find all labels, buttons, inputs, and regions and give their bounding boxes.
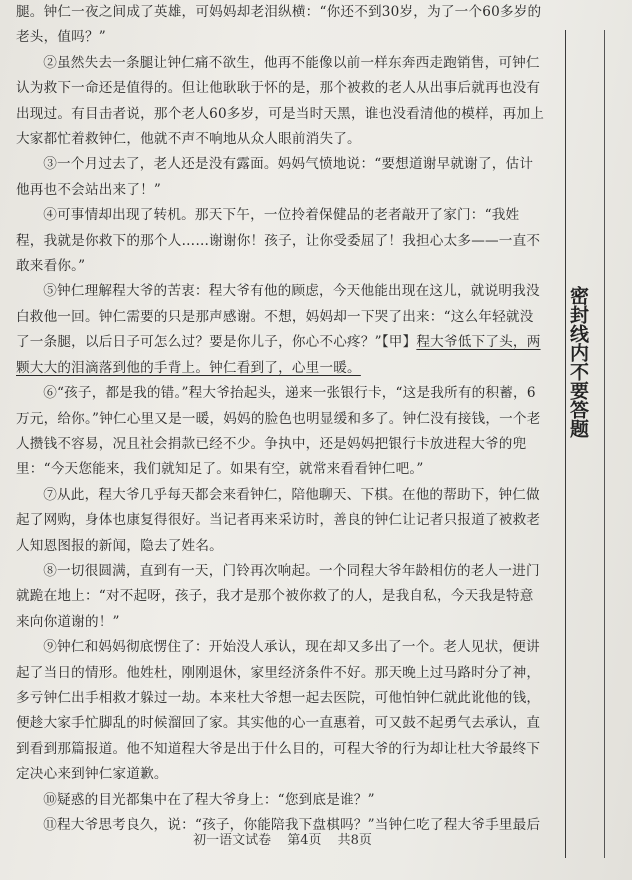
paragraph-8: ⑧一切很圆满，直到有一天，门铃再次响起。一个同程大爷年龄相仿的老人一进门就跪在地上：“对不起呀，孩子，我才是那个被你救了的人，是我自私，今天我是特意来向你道谢的！” xyxy=(16,562,540,630)
seal-line-outer xyxy=(604,30,605,858)
seal-line-notice: 密封线内不要答题 xyxy=(567,286,589,438)
paragraph-10: ⑩疑惑的目光都集中在了程大爷身上：“您到底是谁？” xyxy=(43,791,375,808)
seal-line xyxy=(565,30,566,858)
paragraph-5 xyxy=(16,279,546,381)
exam-name: 初一语文试卷 xyxy=(193,833,272,848)
paragraph-3: ③一个月过去了，老人还是没有露面。妈妈气愤地说：“要想道谢早就谢了，估计他再也不会站出来了！” xyxy=(16,156,534,198)
paragraph-2: ②虽然失去一条腿让钟仁痛不欲生，他再不能像以前一样东奔西走跑销售，可钟仁认为救下一命还是值得的。但让他耿耿于怀的是，那个被救的老人从出事后就再也没有出现过。有目击者说，那个老人60多岁，可是当时天黑，谁也没看清他的模样，再加上大家都忙着救钟仁，他就不声不响地从众人眼前消失了。 xyxy=(16,54,545,148)
page-total: 共8页 xyxy=(337,833,372,848)
paragraph-7: ⑦从此，程大爷几乎每天都会来看钟仁，陪他聊天、下棋。在他的帮助下，钟仁做起了网购，身体也康复得很好。当记者再来采访时，善良的钟仁让记者只报道了被救老人知恩图报的新闻，隐去了姓名。 xyxy=(16,486,541,554)
paragraph-11: ⑪程大爷思考良久，说：“孩子，你能陪我下盘棋吗？”当钟仁吃了程大爷手里最后 xyxy=(43,817,541,833)
paragraph-intro: 腿。钟仁一夜之间成了英雄，可妈妈却老泪纵横：“你还不到30岁，为了一个60多岁的老头，值吗？” xyxy=(16,4,542,46)
paragraph-5-text: ⑤钟仁理解程大爷的苦衷：程大爷有他的顾虑，今天他能出现在这儿，就说明我没白救他一回。钟仁需要的只是那声感谢。不想，妈妈却一下哭了出来：“这么年轻就没了一条腿，以后日子可怎么过？要是你儿子，你心不心疼？”【甲】 xyxy=(16,283,540,351)
underlined-sentence-jia: 程大爷低下了头，两颗大大的泪滴落到他的手背上。钟仁看到了，心里一暖。 xyxy=(16,334,541,376)
paragraph-6: ⑥“孩子，都是我的错。”程大爷抬起头，递来一张银行卡，“这是我所有的积蓄，6万元，给你。”钟仁心里又是一暖，妈妈的脸色也明显缓和多了。钟仁没有接钱，一个老人攒钱不容易，况且社会捐款已经不少。争执中，还是妈妈把银行卡放进程大爷的兜里：“今天您能来，我们就知足了。如果有空，就常来看看钟仁吧。” xyxy=(16,385,541,478)
page-footer xyxy=(0,829,565,848)
reading-passage xyxy=(16,0,546,838)
paragraph-4: ④可事情却出现了转机。那天下午，一位拎着保健品的老者敲开了家门：“我姓程，我就是你救下的那个人……谢谢你！孩子，让你受委屈了！我担心太多——一直不敢来看你。” xyxy=(16,207,541,275)
paragraph-9: ⑨钟仁和妈妈彻底愣住了：开始没人承认，现在却又多出了一个。老人见状，便讲起了当日的情形。他姓杜，刚刚退休，家里经济条件不好。那天晚上过马路时分了神，多亏钟仁出手相救才躲过一劫。本来杜大爷想一起去医院，可他怕钟仁就此讹他的钱，便趁大家手忙脚乱的时候溜回了家。其实他的心一直惠着，可又鼓不起勇气去承认，直到看到那篇报道。他不知道程大爷是出于什么目的，可程大爷的行为却让杜大爷最终下定决心来到钟仁家道歉。 xyxy=(16,639,541,783)
page-number: 第4页 xyxy=(287,833,322,848)
